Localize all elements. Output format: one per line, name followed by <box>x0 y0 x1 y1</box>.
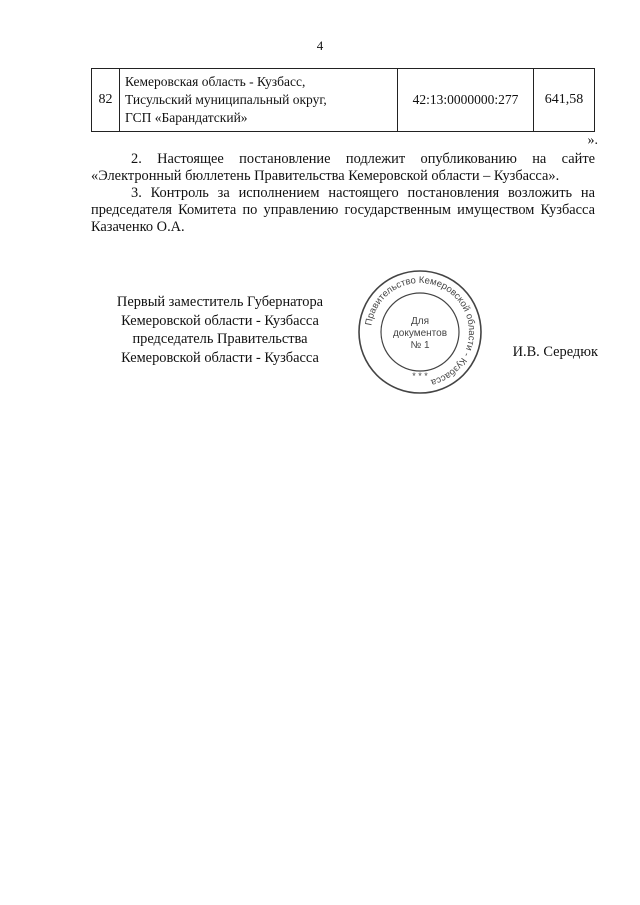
signer-position <box>100 293 340 367</box>
address-cell <box>120 69 398 132</box>
address-line-2: Тисульский муниципальный округ, <box>125 92 327 107</box>
row-number-cell: 82 <box>92 69 120 132</box>
land-plot-table <box>91 68 595 132</box>
official-stamp <box>357 269 483 395</box>
area-cell: 641,58 <box>534 69 595 132</box>
stamp-stars: * * * <box>412 371 428 381</box>
signer-line-3: председатель Правительства <box>132 331 308 347</box>
stamp-center-line-1: Для <box>410 316 430 327</box>
stamp-center-line-2: документов <box>392 328 448 339</box>
address-line-1: Кемеровская область - Кузбасс, <box>125 74 306 89</box>
signer-line-2: Кемеровской области - Кузбасса <box>121 312 319 329</box>
signer-line-4: Кемеровской области - Кузбасса <box>121 349 319 366</box>
page-number: 4 <box>316 38 324 53</box>
signer-name: И.В. Середюк <box>512 344 598 360</box>
signer-line-1: Первый заместитель Губернатора <box>116 294 324 310</box>
paragraph-publication: 2. Настоящее постановление подлежит опубликованию на сайте «Электронный бюллетень Правительства Кемеровской области – Кузбасса». <box>91 151 595 184</box>
address-line-3: ГСП «Барандатский» <box>125 110 248 125</box>
stamp-ring-text: Правительство Кемеровской области - Кузбасса <box>363 274 478 388</box>
stamp-center-line-3: № 1 <box>410 340 430 351</box>
closing-quote: ». <box>587 133 598 148</box>
cadastral-number-cell: 42:13:0000000:277 <box>398 69 534 132</box>
table-row <box>92 69 595 132</box>
paragraph-control: 3. Контроль за исполнением настоящего постановления возложить на председателя Комитета по управлению государственным имуществом Кузбасса Казаченко О.А. <box>91 185 595 235</box>
